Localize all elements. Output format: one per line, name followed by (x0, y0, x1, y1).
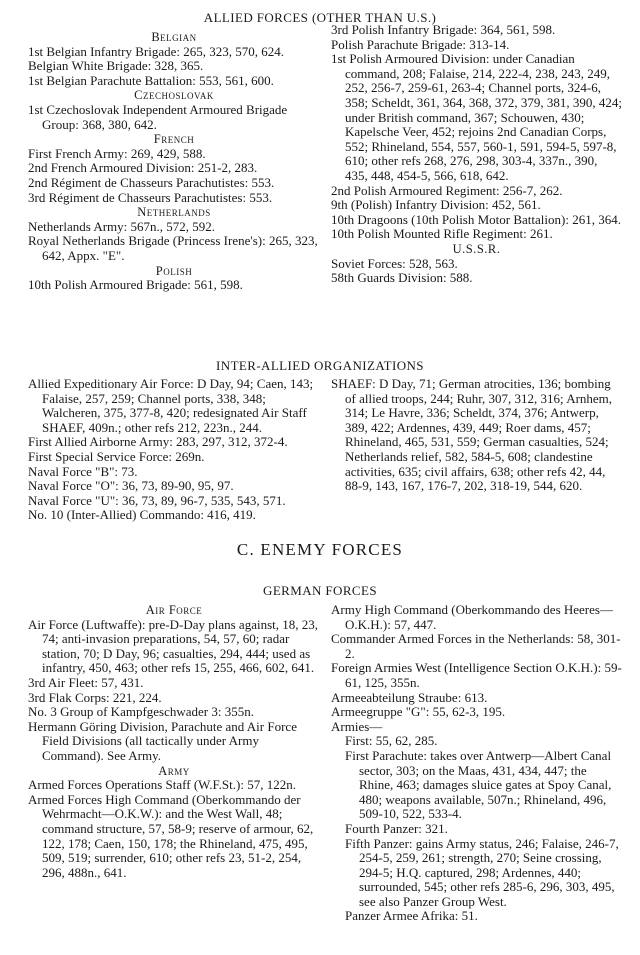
index-entry: 1st Czechoslovak Independent Armoured Brigade Group: 368, 380, 642. (28, 101, 288, 132)
enemy-forces-heading: C. ENEMY FORCES (236, 540, 404, 559)
german-forces-heading: GERMAN FORCES (263, 583, 377, 598)
index-entry: 3rd Régiment de Chasseurs Parachutistes: 553. (28, 189, 273, 205)
index-entry: First: 55, 62, 285. (345, 733, 438, 749)
index-entry: Foreign Armies West (Intelligence Section O.K.H.): 59-61, 125, 355n. (331, 660, 622, 690)
index-entry: 58th Guards Division: 588. (331, 270, 473, 286)
index-entry: Armeeabteilung Straube: 613. (331, 689, 488, 705)
index-entry: 3rd Air Fleet: 57, 431. (28, 674, 144, 690)
index-entry: Armies— (331, 718, 383, 734)
index-entry: Panzer Armee Afrika: 51. (345, 908, 478, 924)
inter-allied-left-column (28, 377, 320, 523)
section-subheading: Air Force (145, 603, 203, 617)
german-left-column (28, 603, 320, 880)
index-entry: Fourth Panzer: 321. (345, 820, 448, 836)
index-entry: Belgian White Brigade: 328, 365. (28, 58, 204, 74)
index-entry: SHAEF: D Day, 71; German atrocities, 136; bombing of allied troops, 244; Ruhr, 307, 312, 316; Arnhem, 314; Le Havre, 336; Scheldt, 374, 376; Antwerp, 389, 422; Ardennes, 439, 449; Roer dams, 457; Rhineland, 465, 531, 559; German casualties, 524; Netherlands relief, 582, 584-5, 608; clandestine activities, 635; civil affairs, 638; other refs 42, 44, 88-9, 143, 167, 176-7, 202, 318-19, 544, 620. (331, 376, 613, 494)
allied-right-column (331, 23, 622, 286)
index-entry: First French Army: 269, 429, 588. (28, 145, 206, 161)
index-entry: Armeegruppe "G": 55, 62-3, 195. (331, 704, 506, 720)
index-entry: Hermann Göring Division, Parachute and Air Force Field Divisions (all tactically under Army Command). See Army. (28, 718, 297, 763)
index-entry: Army High Command (Oberkommando des Heeres—O.K.H.): 57, 447. (331, 602, 613, 632)
inter-allied-right-column (331, 377, 622, 494)
inter-allied-heading: INTER-ALLIED ORGANIZATIONS (216, 358, 424, 373)
index-entry: Naval Force "U": 36, 73, 89, 96-7, 535, 543, 571. (28, 492, 286, 508)
allied-left-column (28, 30, 320, 293)
index-entry: No. 10 (Inter-Allied) Commando: 416, 419. (28, 507, 256, 523)
index-entry: 1st Polish Armoured Division: under Canadian command, 208; Falaise, 214, 222-4, 238, 243, 249, 252, 256-7, 259-61, 263-4; Channel ports, 324-6, 358; Scheldt, 361, 364, 368, 372, 379, 381, 390, 424; under British command, 367; Schouwen, 430; Kapelsche Veer, 452; rejoins 2nd Canadian Corps, 552; Rhineland, 554, 557, 560-1, 591, 594-5, 597-8, 610; other refs 268, 276, 298, 303-4, 337n., 390, 435, 448, 454-5, 566, 618, 642. (331, 51, 622, 183)
index-entry: No. 3 Group of Kampfgeschwader 3: 355n. (28, 704, 255, 720)
index-entry: 3rd Flak Corps: 221, 224. (28, 689, 162, 705)
index-entry: Fifth Panzer: gains Army status, 246; Falaise, 246-7, 254-5, 259, 261; strength, 270; Seine crossing, 294-5; H.Q. captured, 298; Ardennes, 440; surrounded, 545; other refs 285-6, 296, 303, 495, see also Panzer Group West. (345, 835, 619, 909)
allied-forces-heading: ALLIED FORCES (OTHER THAN U.S.) (203, 10, 437, 25)
german-right-column (331, 603, 622, 924)
index-entry: 10th Dragoons (10th Polish Motor Battalion): 261, 364. (331, 211, 621, 227)
index-entry: 2nd Polish Armoured Regiment: 256-7, 262. (331, 182, 563, 198)
index-entry: First Parachute: takes over Antwerp—Albert Canal sector, 303; on the Maas, 431, 434, 447; the Rhine, 463; damages sluice gates at Spoy Canal, 480; weapons available, 507n.; Rhineland, 496, 509-10, 522, 533-4. (345, 747, 612, 822)
index-entry: Armed Forces High Command (Oberkommando der Wehrmacht—O.K.W.): and the West Wall, 48; command structure, 57, 58-9; reserve of armour, 62, 122, 178; Caen, 150, 178; the Rhineland, 475, 495, 509, 519; surrender, 610; other refs 23, 51-2, 254, 296, 488n., 641. (28, 791, 314, 880)
index-entry: 2nd Régiment de Chasseurs Parachutistes: 553. (28, 174, 275, 190)
index-entry: 9th (Polish) Infantry Division: 452, 561. (331, 197, 541, 213)
index-entry: 10th Polish Armoured Brigade: 561, 598. (28, 277, 243, 293)
section-subheading: Army (158, 763, 190, 778)
index-entry: Netherlands Army: 567n., 572, 592. (28, 218, 216, 234)
index-entry: Royal Netherlands Brigade (Princess Irene's): 265, 323, 642, Appx. "E". (28, 233, 318, 263)
section-subheading: Belgian (151, 30, 197, 44)
section-subheading: Polish (155, 263, 193, 278)
index-entry: Armed Forces Operations Staff (W.F.St.): 57, 122n. (28, 777, 296, 793)
index-entry: 1st Belgian Infantry Brigade: 265, 323, 570, 624. (28, 43, 284, 59)
index-entry: Allied Expeditionary Air Force: D Day, 94; Caen, 143; Falaise, 257, 259; Channel ports, 338, 348; Walcheren, 375, 377-8, 420; redesignated Air Staff SHAEF, 409n.; other refs 212, 223n., 244. (28, 376, 314, 435)
index-entry: First Special Service Force: 269n. (28, 448, 205, 464)
index-entry: Soviet Forces: 528, 563. (331, 255, 458, 271)
index-entry: First Allied Airborne Army: 283, 297, 312, 372-4. (28, 434, 288, 450)
section-subheading: U.S.S.R. (452, 241, 501, 256)
index-entry: Naval Force "B": 73. (28, 463, 138, 479)
index-entry: 1st Belgian Parachute Battalion: 553, 561, 600. (28, 72, 274, 88)
section-subheading: Netherlands (137, 205, 211, 220)
section-subheading: Czechoslovak (134, 88, 214, 103)
index-entry: 10th Polish Mounted Rifle Regiment: 261. (331, 226, 553, 242)
section-subheading: French (153, 132, 195, 147)
index-entry: 3rd Polish Infantry Brigade: 364, 561, 598. (331, 22, 556, 37)
index-entry: Air Force (Luftwaffe): pre-D-Day plans against, 18, 23, 74; anti-invasion preparations, 54, 57, 60; radar station, 70; D Day, 96; casualties, 294, 444; used as infantry, 450, 463; other refs 15, 255, 466, 602, 641. (28, 616, 318, 676)
index-entry: 2nd French Armoured Division: 251-2, 283. (28, 160, 258, 176)
index-entry: Commander Armed Forces in the Netherlands: 58, 301-2. (331, 631, 621, 661)
index-entry: Naval Force "O": 36, 73, 89-90, 95, 97. (28, 478, 234, 494)
index-entry: Polish Parachute Brigade: 313-14. (331, 36, 510, 52)
